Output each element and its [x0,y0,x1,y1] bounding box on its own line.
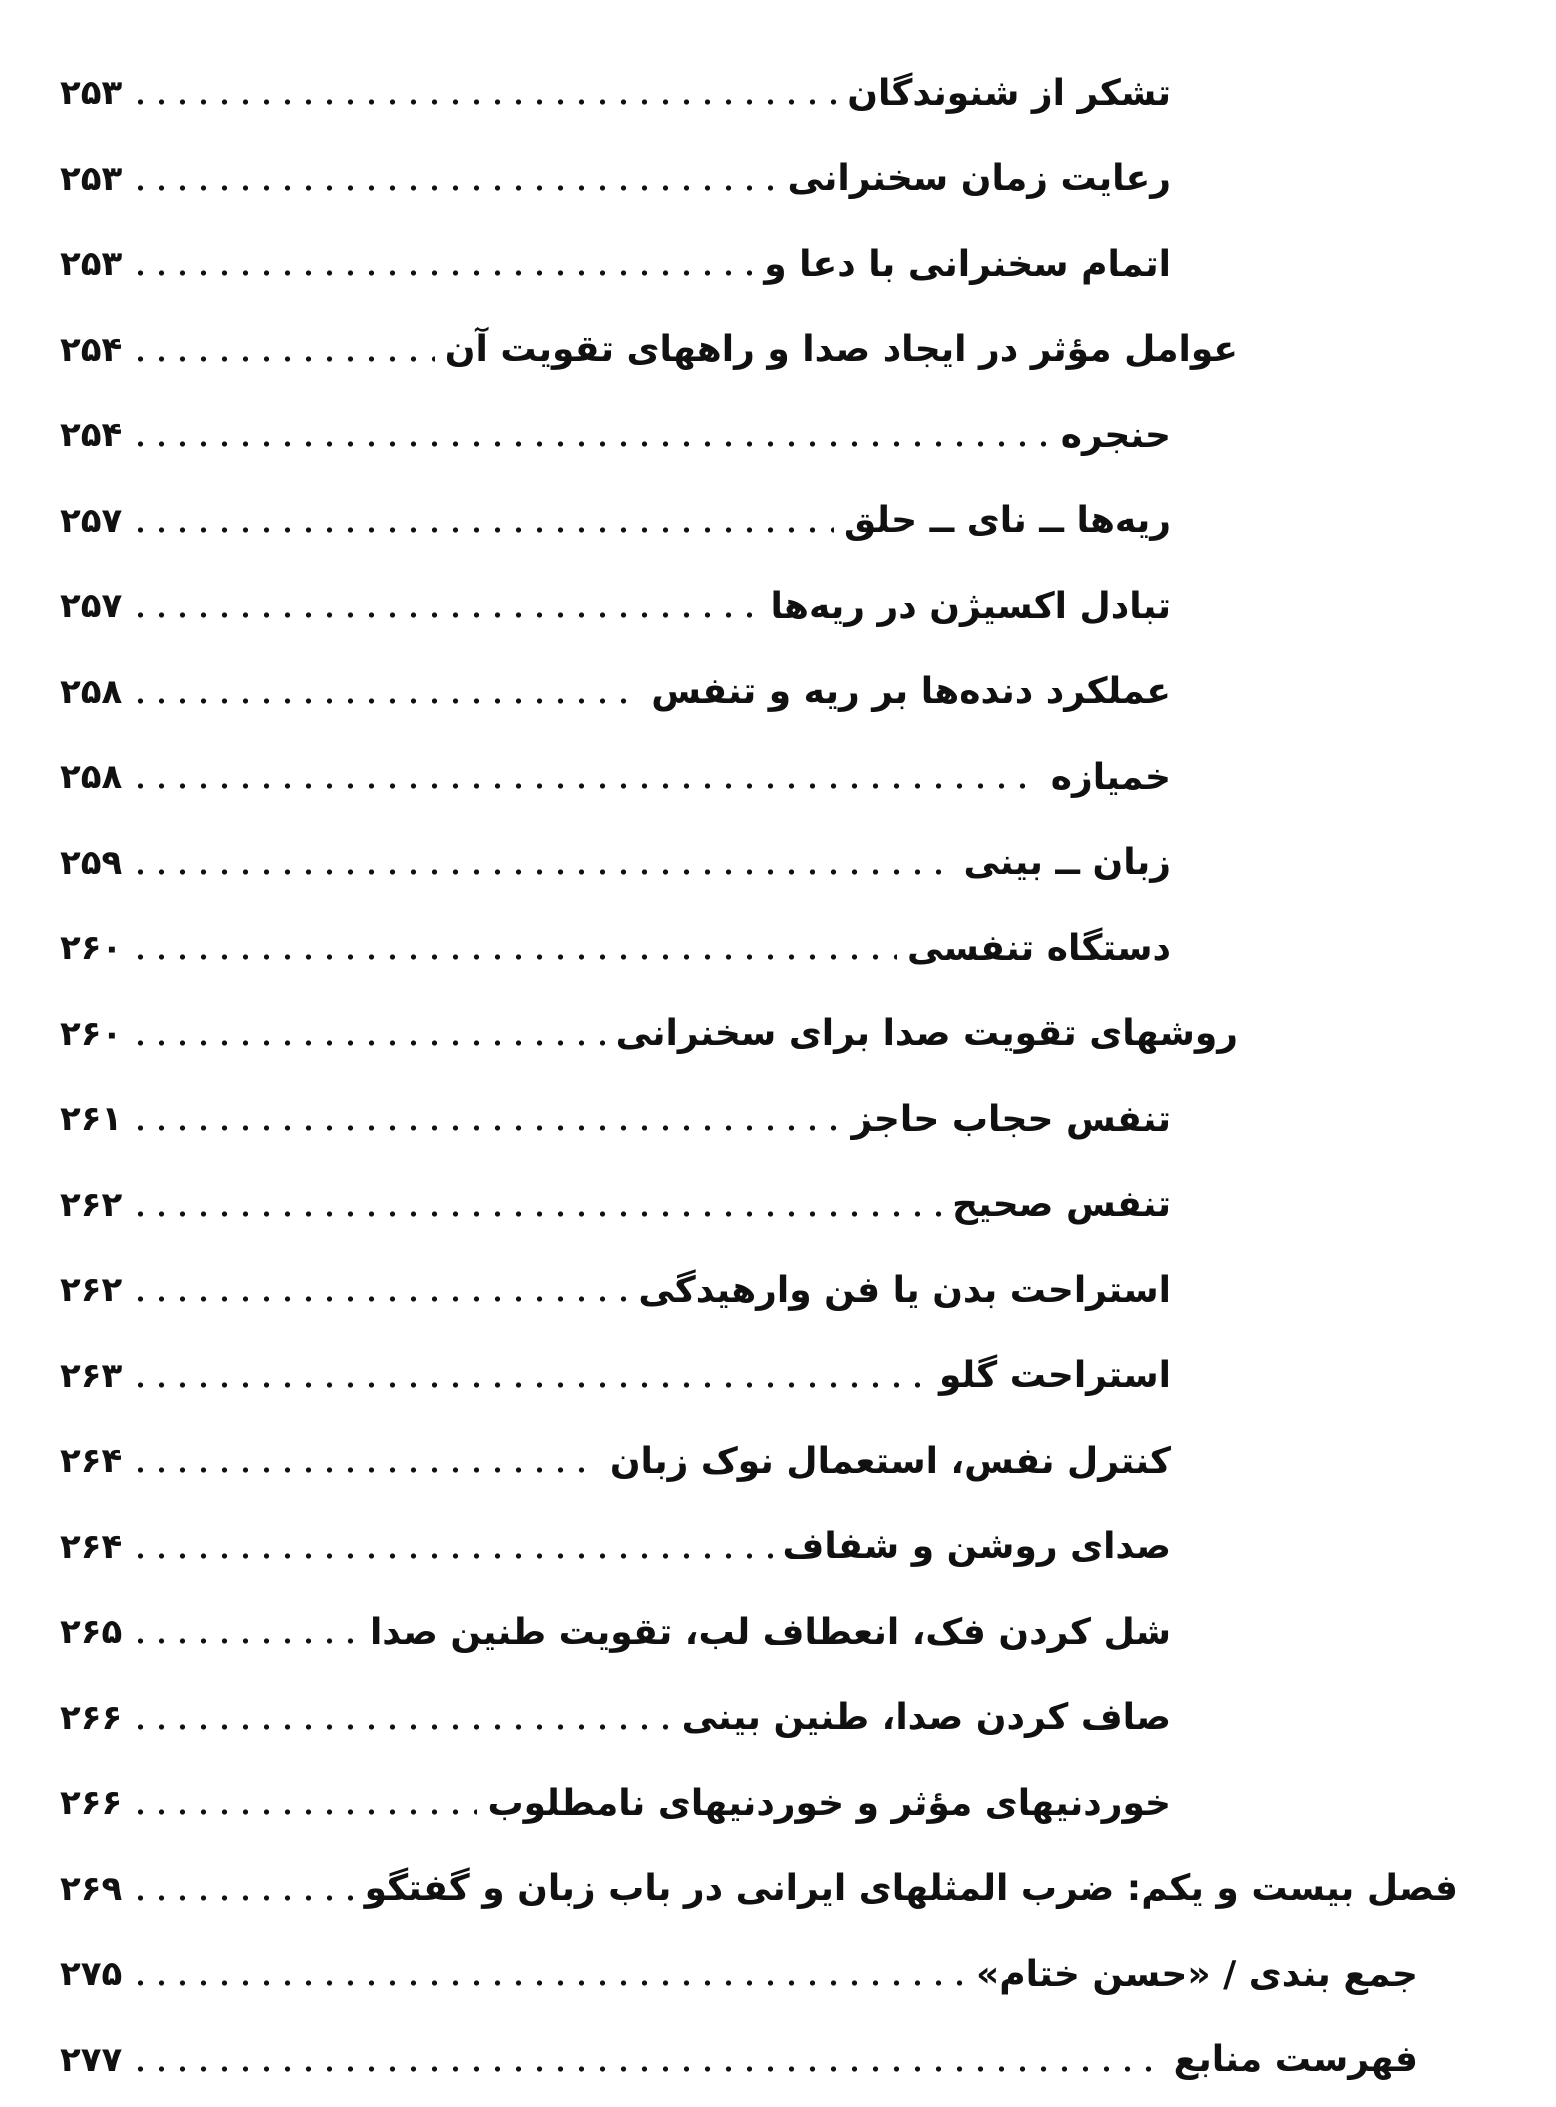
toc-entry [0,739,1556,825]
toc-entry [0,483,1556,569]
dot-leader [130,1553,772,1559]
toc-entry [0,226,1556,312]
toc-page-number: ۲۶۲ [60,1270,122,1310]
dot-leader [130,954,897,960]
dot-leader [130,441,1051,447]
toc-page-number: ۲۵۳ [60,244,122,284]
toc-entry-title: دستگاه تنفسی [907,928,1171,969]
dot-leader [130,356,434,362]
toc-page-number: ۲۶۳ [60,1356,122,1396]
dot-leader [130,1724,671,1730]
toc-entry [0,1423,1556,1509]
toc-entry [0,2022,1556,2107]
toc-entry-title: تبادل اکسیژن در ریه‌ها [770,586,1171,627]
toc-entry-title: شل کردن فک، انعطاف لب، تقویت طنین صدا [370,1612,1171,1653]
toc-chapter-title: فصل بیست و یکم: ضرب المثلهای ایرانی در باب زبان و گفتگو [365,1868,1458,1909]
toc-page-number: ۲۵۸ [60,757,122,797]
toc-entry [0,825,1556,911]
dot-leader [130,783,1040,789]
toc-entry-title: استراحت گلو [939,1355,1171,1396]
toc-page-number: ۲۵۷ [60,586,122,626]
toc-entry-title: تنفس حجاب حاجز [852,1099,1171,1140]
toc-entry-title: استراحت بدن یا فن وارهیدگی [638,1270,1171,1311]
toc-page-number: ۲۷۷ [60,2040,122,2080]
toc-entry [0,1167,1556,1253]
toc-entry [0,996,1556,1082]
dot-leader [130,1895,354,1901]
toc-page-number: ۲۶۶ [60,1698,122,1738]
dot-leader [130,1638,360,1644]
dot-leader [130,1211,942,1217]
toc-entry-title: صاف کردن صدا، طنین بینی [682,1697,1171,1738]
toc-entry [0,141,1556,227]
dot-leader [130,1809,477,1815]
toc-entry [0,568,1556,654]
toc-entry [0,910,1556,996]
dot-leader [130,270,754,276]
toc-page-number: ۲۵۴ [60,330,122,370]
toc-entry [0,1252,1556,1338]
dot-leader [130,185,777,191]
toc-entry-title: صدای روشن و شفاف [783,1526,1171,1567]
table-of-contents [0,55,1556,2107]
toc-entry [0,55,1556,141]
toc-entry [0,1338,1556,1424]
toc-page-number: ۲۶۹ [60,1869,122,1909]
dot-leader [130,1125,841,1131]
toc-entry-title: تنفس صحیح [952,1184,1171,1225]
dot-leader [130,99,837,105]
toc-entry [0,1936,1556,2022]
dot-leader [130,1980,966,1986]
dot-leader [130,2066,1163,2072]
toc-page-number: ۲۶۴ [60,1441,122,1481]
dot-leader [130,1467,600,1473]
toc-page-number: ۲۵۳ [60,73,122,113]
toc-entry-title: خوردنیهای مؤثر و خوردنیهای نامطلوب [487,1783,1171,1824]
toc-entry [0,1509,1556,1595]
dot-leader [130,1040,605,1046]
dot-leader [130,1382,929,1388]
dot-leader [130,1296,628,1302]
dot-leader [130,612,760,618]
toc-entry-title: کنترل نفس، استعمال نوک زبان [610,1441,1171,1482]
toc-page-number: ۲۶۵ [60,1612,122,1652]
toc-entry [0,1765,1556,1851]
toc-chapter-entry [0,1851,1556,1937]
toc-entry [0,1081,1556,1167]
toc-page-number: ۲۵۷ [60,501,122,541]
toc-entry-title: رعایت زمان سخنرانی [787,158,1171,199]
toc-entry-title: حنجره [1061,415,1171,456]
toc-page-number: ۲۶۶ [60,1783,122,1823]
dot-leader [130,527,834,533]
toc-entry-title: ریه‌ها ــ نای ــ حلق [844,500,1171,541]
toc-entry-title: خمیازه [1051,757,1171,798]
toc-entry-title: عملکرد دنده‌ها بر ریه و تنفس [651,671,1171,712]
toc-entry [0,1680,1556,1766]
toc-page-number: ۲۷۵ [60,1954,122,1994]
toc-entry-title: روشهای تقویت صدا برای سخنرانی [616,1013,1238,1054]
toc-page-number: ۲۶۱ [60,1099,122,1139]
toc-page-number: ۲۶۰ [60,928,122,968]
toc-page-number: ۲۶۲ [60,1185,122,1225]
toc-entry-title: تشکر از شنوندگان [847,73,1171,114]
toc-page-number: ۲۶۰ [60,1014,122,1054]
toc-entry-title: عوامل مؤثر در ایجاد صدا و راههای تقویت آن [445,329,1238,370]
toc-page-number: ۲۵۸ [60,672,122,712]
dot-leader [130,698,641,704]
toc-entry-title: جمع بندی / «حسن ختام» [976,1954,1418,1995]
toc-page-number: ۲۶۴ [60,1527,122,1567]
toc-entry-title: زبان ــ بینی [964,842,1172,883]
dot-leader [130,869,953,875]
toc-page-number: ۲۵۴ [60,415,122,455]
toc-entry [0,654,1556,740]
toc-entry [0,312,1556,398]
toc-entry [0,1594,1556,1680]
toc-page-number: ۲۵۳ [60,159,122,199]
toc-entry [0,397,1556,483]
toc-entry-title: فهرست منابع [1174,2039,1418,2080]
toc-page-number: ۲۵۹ [60,843,122,883]
toc-entry-title: اتمام سخنرانی با دعا و [764,244,1171,285]
